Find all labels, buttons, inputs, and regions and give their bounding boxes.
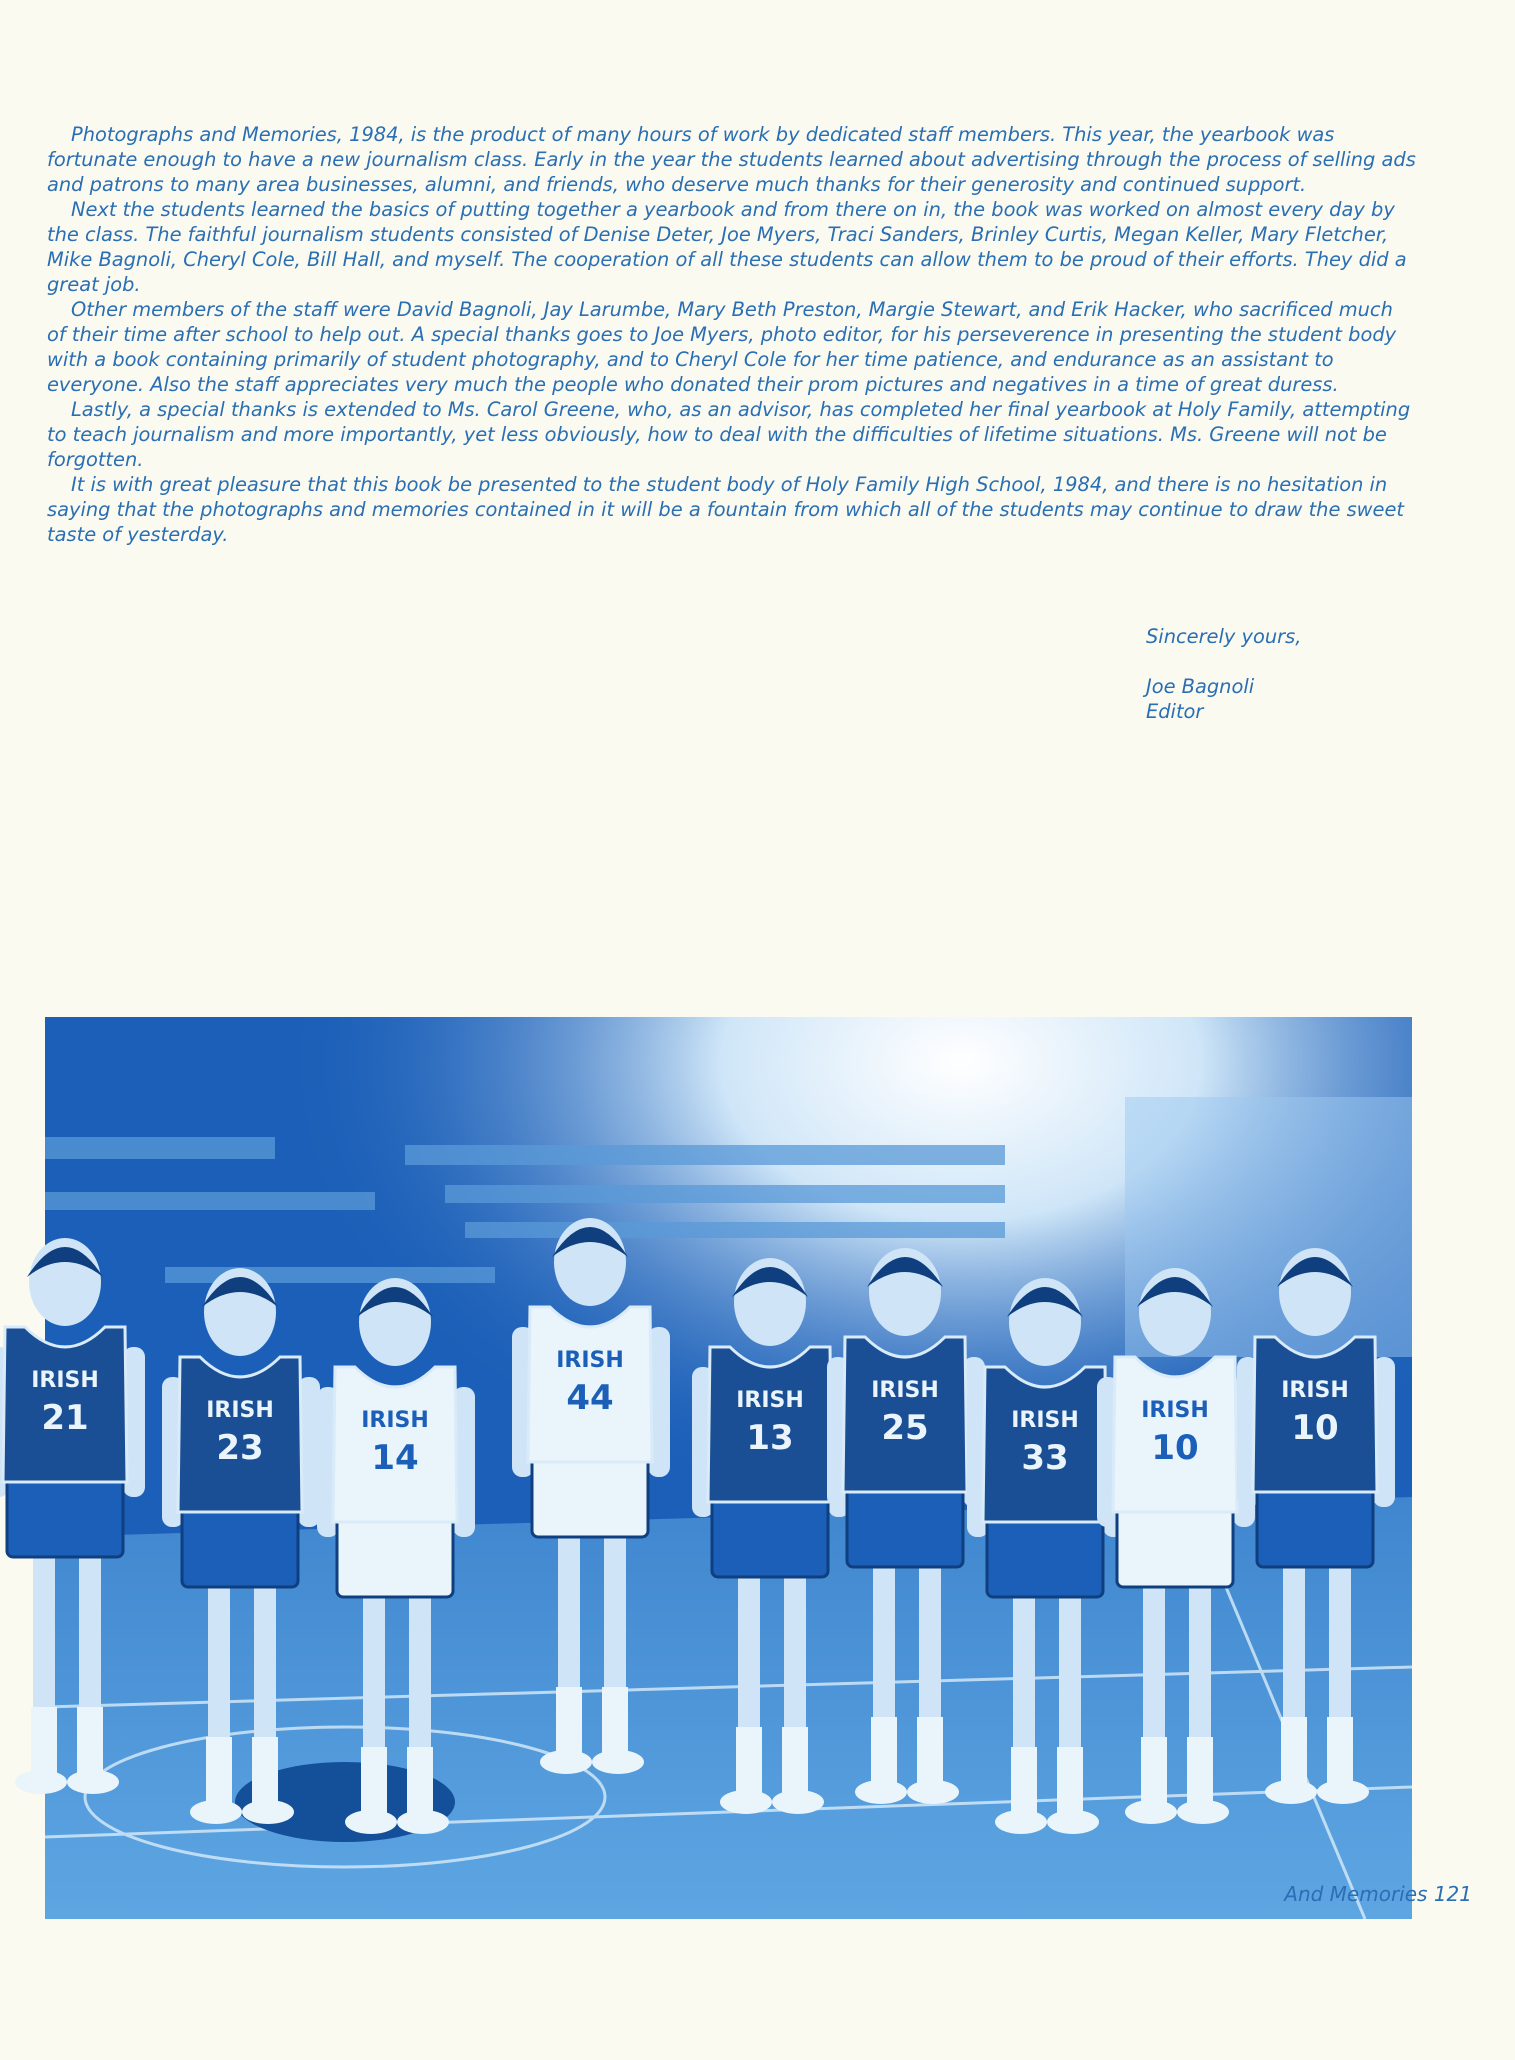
page-number: And Memories 121 <box>1284 1882 1472 1906</box>
letter-paragraph: Lastly, a special thanks is extended to Ms. Carol Greene, who, as an advisor, has completed her final yearbook at Holy Family, attempting to teach journalism and more importantly, yet less obviously, how to deal with the difficulties of lifetime situations. Ms. Greene will not be forgotten. <box>47 398 1411 471</box>
jersey-number: 25 <box>881 1408 929 1448</box>
jersey-word: IRISH <box>1141 1398 1209 1423</box>
jersey-word: IRISH <box>1281 1378 1349 1403</box>
jersey-number: 10 <box>1151 1428 1199 1468</box>
letter-paragraph: Next the students learned the basics of putting together a yearbook and from there on in, the book was worked on almost every day by the class. The faithful journalism students consisted of Denise Deter, Joe Myers, Traci Sanders, Brinley Curtis, Megan Keller, Mary Fletcher, Mike Bagnoli, Cheryl Cole, Bill Hall, and myself. The cooperation of all these students can allow them to be proud of their efforts. They did a great job. <box>47 198 1407 296</box>
jersey-number: 44 <box>566 1378 614 1418</box>
letter-paragraph: It is with great pleasure that this book be presented to the student body of Holy Family High School, 1984, and there is no hesitation in saying that the photographs and memories contained in it will be a fountain from which all of the students may continue to draw the sweet taste of yesterday. <box>47 473 1404 546</box>
jersey-number: 23 <box>216 1428 264 1468</box>
editor-letter <box>47 122 1417 547</box>
letter-paragraph: Photographs and Memories, 1984, is the product of many hours of work by dedicated staff members. This year, the yearbook was fortunate enough to have a new journalism class. Early in the year the students learned about advertising through the process of selling ads and patrons to many area businesses, alumni, and friends, who deserve much thanks for their generosity and continued support. <box>47 123 1416 196</box>
jersey-word: IRISH <box>206 1398 274 1423</box>
jersey-word: IRISH <box>556 1348 624 1373</box>
jersey-number: 13 <box>746 1418 794 1458</box>
jersey-word: IRISH <box>871 1378 939 1403</box>
jersey-word: IRISH <box>361 1408 429 1433</box>
closing-line: Sincerely yours, <box>1146 625 1302 648</box>
letter-signature <box>1146 624 1301 724</box>
jersey-number: 21 <box>41 1398 89 1438</box>
jersey-number: 33 <box>1021 1438 1069 1478</box>
letter-paragraph: Other members of the staff were David Bagnoli, Jay Larumbe, Mary Beth Preston, Margie Stewart, and Erik Hacker, who sacrificed much of their time after school to help out. A special thanks goes to Joe Myers, photo editor, for his perseverence in presenting the student body with a book containing primarily of student photography, and to Cheryl Cole for her time patience, and endurance as an assistant to everyone. Also the staff appreciates very much the people who donated their prom pictures and negatives in a time of great duress. <box>47 298 1397 396</box>
signer-name: Joe Bagnoli <box>1146 675 1255 698</box>
jersey-number: 10 <box>1291 1408 1339 1448</box>
jersey-word: IRISH <box>31 1368 99 1393</box>
jersey-number: 14 <box>371 1438 419 1478</box>
jersey-word: IRISH <box>1011 1408 1079 1433</box>
team-photo <box>31 1017 1412 1919</box>
signer-title: Editor <box>1146 700 1204 723</box>
jersey-word: IRISH <box>736 1388 804 1413</box>
